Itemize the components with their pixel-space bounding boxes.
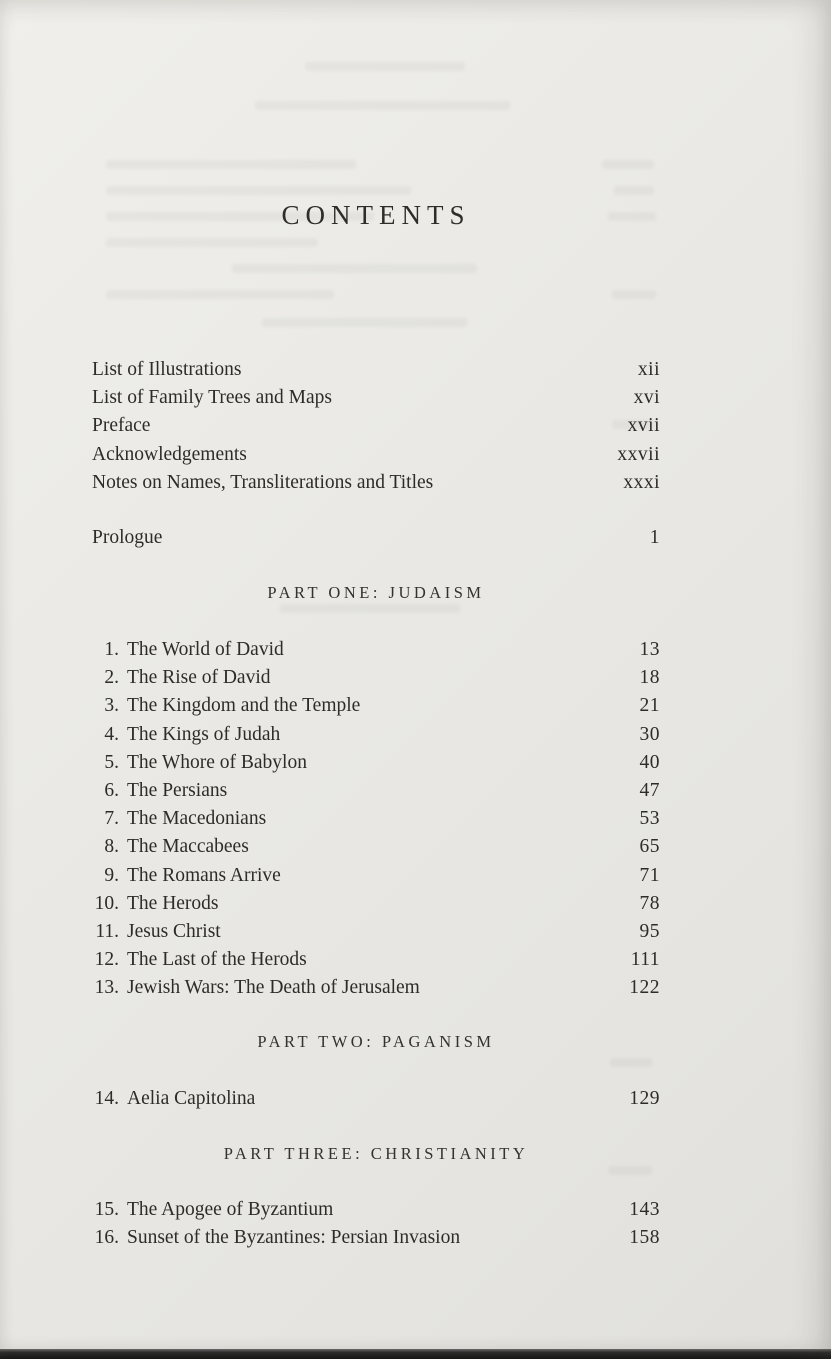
toc-row [92, 862, 660, 890]
page-number: 158 [629, 1227, 660, 1249]
toc-row [92, 833, 660, 861]
bleed-through-artifact [614, 186, 654, 195]
page-number: 129 [629, 1088, 660, 1109]
toc-row [92, 664, 660, 692]
part-heading: PART TWO: PAGANISM [257, 1032, 495, 1051]
chapter-number: 7. [104, 808, 119, 830]
chapter-number: 1. [104, 639, 119, 660]
entry-title: List of Illustrations [92, 359, 242, 380]
toc-row [92, 636, 660, 664]
bleed-through-artifact [608, 1166, 652, 1175]
bleed-through-artifact [232, 264, 477, 273]
chapter-number: 12. [94, 949, 119, 971]
chapter-number: 8. [104, 836, 119, 858]
page-number: 13 [639, 639, 660, 660]
chapter-number: 14. [94, 1088, 119, 1109]
toc-row [92, 1085, 660, 1113]
bleed-through-artifact [280, 604, 460, 613]
chapter-number: 2. [104, 667, 119, 689]
bleed-through-artifact [305, 62, 465, 71]
entry-title: Sunset of the Byzantines: Persian Invasion [127, 1227, 461, 1249]
entry-title: The Last of the Herods [127, 949, 307, 971]
entry-title: Acknowledgements [92, 443, 247, 465]
toc-row [92, 918, 660, 946]
toc-row [92, 721, 660, 749]
page-number: 71 [639, 864, 660, 886]
entry-title: Jewish Wars: The Death of Jerusalem [127, 977, 420, 999]
toc-row [92, 805, 660, 833]
part-heading: PART THREE: CHRISTIANITY [223, 1144, 529, 1163]
contents-title: CONTENTS [281, 200, 471, 230]
page-number: xxvii [617, 443, 660, 465]
bleed-through-artifact [106, 238, 318, 247]
scan-edge [0, 1349, 831, 1359]
bleed-through-artifact [106, 186, 411, 195]
chapter-number: 9. [104, 864, 119, 886]
entry-title: The Persians [127, 780, 228, 802]
page-number: xvi [633, 387, 660, 409]
prologue-section [92, 524, 660, 552]
toc-row [92, 441, 660, 469]
bleed-through-artifact [612, 290, 656, 299]
page-number: 95 [639, 921, 660, 943]
page-number: xvii [627, 415, 660, 437]
bleed-through-artifact [106, 160, 356, 169]
entry-title: The Herods [127, 892, 219, 914]
page-number: 143 [629, 1199, 660, 1220]
bleed-through-artifact [602, 160, 654, 169]
chapter-number: 3. [104, 695, 119, 717]
page-number: 122 [629, 977, 660, 999]
entry-title: The World of David [127, 639, 284, 660]
toc-row [92, 749, 660, 777]
toc-row [92, 692, 660, 720]
entry-title: Prologue [92, 527, 163, 548]
chapter-number: 11. [95, 921, 119, 943]
toc-row [92, 469, 660, 497]
entry-title: The Rise of David [127, 667, 271, 689]
chapter-number: 15. [94, 1199, 119, 1220]
chapter-number: 6. [104, 780, 119, 802]
toc-row [92, 1224, 660, 1252]
toc-row [92, 946, 660, 974]
entry-title: The Romans Arrive [127, 864, 281, 886]
chapter-number: 13. [94, 977, 119, 999]
entry-title: The Maccabees [127, 836, 249, 858]
entry-title: The Macedonians [127, 808, 267, 830]
toc-row [92, 777, 660, 805]
bleed-through-artifact [255, 101, 510, 110]
chapter-number: 10. [94, 892, 119, 914]
page-number: xii [637, 359, 660, 380]
toc-row [92, 1196, 660, 1224]
entry-title: Notes on Names, Transliterations and Titles [92, 471, 434, 493]
entry-title: Aelia Capitolina [127, 1088, 256, 1109]
bleed-through-artifact [610, 1058, 652, 1067]
entry-title: The Whore of Babylon [127, 751, 307, 773]
page-number: 1 [649, 527, 660, 548]
chapter-number: 4. [104, 723, 119, 745]
bleed-through-artifact [262, 318, 467, 327]
page-number: 53 [639, 808, 660, 830]
chapter-list [92, 636, 660, 1003]
page-number: 21 [639, 695, 660, 717]
entry-title: Preface [92, 415, 151, 437]
entry-title: List of Family Trees and Maps [92, 387, 332, 409]
front-matter-list [92, 356, 660, 497]
chapter-list [92, 1196, 660, 1252]
page-number: 47 [639, 780, 660, 802]
toc-row [92, 356, 660, 384]
entry-title: The Apogee of Byzantium [127, 1199, 334, 1220]
toc-row [92, 524, 660, 552]
toc-row [92, 412, 660, 440]
page-number: xxxi [623, 471, 660, 493]
entry-title: Jesus Christ [127, 921, 221, 943]
part-heading: PART ONE: JUDAISM [267, 583, 485, 602]
entry-title: The Kings of Judah [127, 723, 281, 745]
page-number: 65 [639, 836, 660, 858]
bleed-through-artifact [106, 290, 334, 299]
chapter-number: 5. [104, 751, 119, 773]
page-number: 111 [630, 949, 660, 971]
page-number: 18 [639, 667, 660, 689]
toc-row [92, 384, 660, 412]
toc-row [92, 890, 660, 918]
toc-row [92, 974, 660, 1002]
page-number: 78 [639, 892, 660, 914]
page-number: 30 [639, 723, 660, 745]
chapter-list [92, 1085, 660, 1113]
chapter-number: 16. [94, 1227, 119, 1249]
page-number: 40 [639, 751, 660, 773]
entry-title: The Kingdom and the Temple [127, 695, 361, 717]
